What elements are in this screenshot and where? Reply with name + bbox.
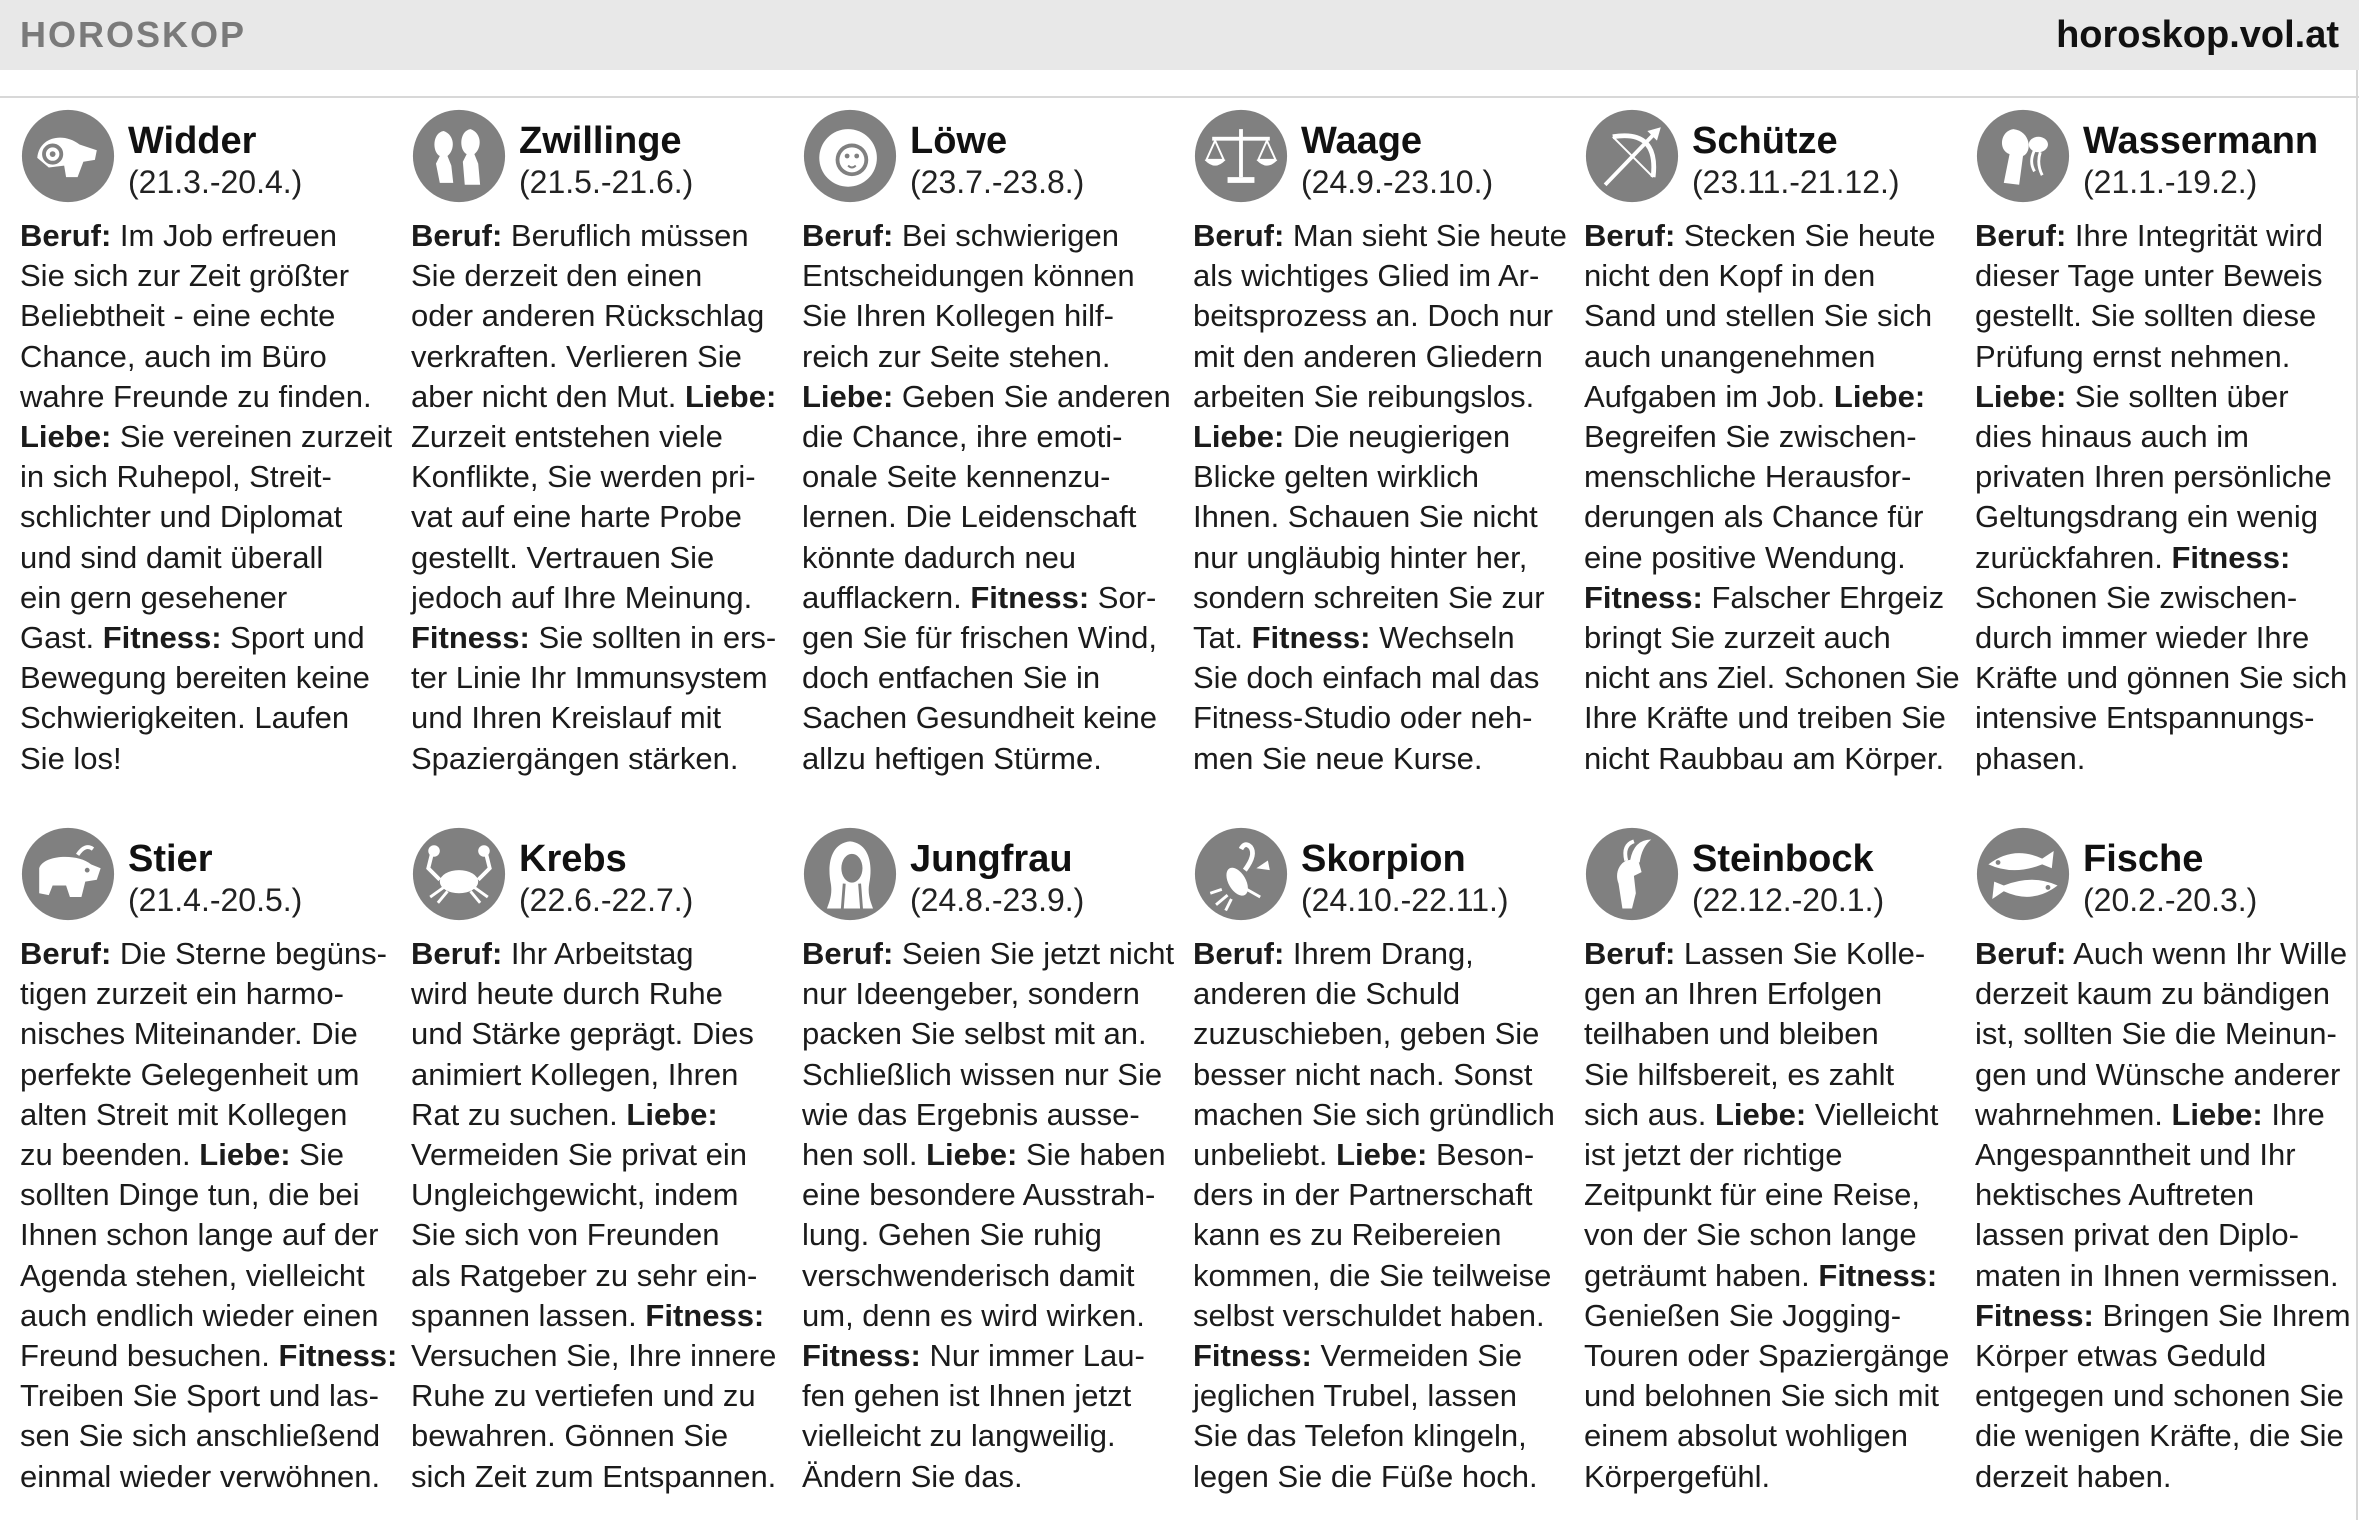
beruf-label: Beruf: (1584, 936, 1676, 971)
bow-arrow-icon (1584, 108, 1680, 204)
sign-name: Löwe (910, 120, 1008, 162)
scorpion-icon (1193, 826, 1289, 922)
sign-text: Beruf: Lassen Sie Kolle- gen an Ihren Erfolgen teilhaben und bleiben Sie hilfsbereit, es zahlt sich aus. Liebe: Vielleicht ist jetzt der richtige Zeitpunkt für eine Reise, von der Sie schon lange geträumt haben. Fitness: Genießen Sie Jogging- Touren oder Spaziergänge und belohnen Sie sich mit einem absolut wohligen Körpergefühl. (1584, 936, 1950, 1494)
sign-text: Beruf: Beruflich müssen Sie derzeit den einen oder anderen Rückschlag verkraften. Verlieren Sie aber nicht den Mut. Liebe: Zurzeit entstehen viele Konflikte, Sie werden pri- vat auf eine harte Probe gestellt. Vertrauen Sie jedoch auf Ihre Meinung. Fitness: Sie sollten in ers- ter Linie Ihr Immunsystem und Ihren Kreislauf mit Spaziergängen stärken. (411, 218, 777, 776)
sign-text: Beruf: Die Sterne begüns- tigen zurzeit ein harmo- nisches Miteinander. Die perfekte Gelegenheit um alten Streit mit Kollegen zu beenden. Liebe: Sie sollten Dinge tun, die bei Ihnen schon lange auf der Agenda stehen, vielleicht auch endlich wieder einen Freund besuchen. Fitness: Treiben Sie Sport und las- sen Sie sich anschließend einmal wieder verwöhnen. (20, 936, 398, 1494)
sign-text: Beruf: Auch wenn Ihr Wille derzeit kaum zu bändigen ist, sollten Sie die Meinun- gen und Wünsche anderer wahrnehmen. Liebe: Ihre Angespanntheit und Ihr hektisches Auftreten lassen privat den Diplo- maten in Ihnen vermissen. Fitness: Bringen Sie Ihrem Körper etwas Geduld entgegen und schonen Sie die wenigen Kräfte, die Sie derzeit haben. (1975, 936, 2351, 1494)
sign-dates: (21.1.-19.2.) (2083, 164, 2258, 200)
beruf-label: Beruf: (802, 218, 894, 253)
beruf-label: Beruf: (411, 218, 503, 253)
sign-text: Beruf: Bei schwierigen Entscheidungen können Sie Ihren Kollegen hilf- reich zur Seite stehen. Liebe: Geben Sie anderen die Chance, ihre emoti- onale Seite kennenzu- lernen. Die Leidenschaft könnte dadurch neu aufflackern. Fitness: Sor- gen Sie für frischen Wind, doch entfachen Sie in Sachen Gesundheit keine allzu heftigen Stürme. (802, 218, 1171, 776)
lion-icon (802, 108, 898, 204)
sign-dates: (23.7.-23.8.) (910, 164, 1085, 200)
sign-text: Beruf: Ihrem Drang, anderen die Schuld zuzuschieben, geben Sie besser nicht nach. Sonst machen Sie sich gründlich unbeliebt. Liebe: Beson- ders in der Partnerschaft kann es zu Reibereien kommen, die Sie teilweise selbst verschuldet haben. Fitness: Vermeiden Sie jeglichen Trubel, lassen Sie das Telefon klingeln, legen Sie die Füße hoch. (1193, 936, 1555, 1494)
sign-dates: (24.10.-22.11.) (1301, 882, 1509, 918)
sign-wassermann (1975, 108, 2348, 779)
ram-icon (20, 108, 116, 204)
sign-name: Jungfrau (910, 838, 1073, 880)
liebe-label: Liebe: (926, 1137, 1018, 1173)
liebe-label: Liebe: (1714, 1096, 1807, 1132)
fitness-label: Fitness: (802, 1338, 921, 1374)
sign-text: Beruf: Ihr Arbeitstag wird heute durch Ruhe und Stärke geprägt. Dies animiert Kollegen, Ihren Rat zu suchen. Liebe: Vermeiden Sie privat ein Ungleichgewicht, indem Sie sich von Freunden als Ratgeber zu sehr ein- spannen lassen. Fitness: Versuchen Sie, Ihre innere Ruhe zu vertiefen und zu bewahren. Gönnen Sie sich Zeit zum Entspannen. (411, 936, 777, 1494)
liebe-label: Liebe: (1336, 1137, 1428, 1173)
bull-icon (20, 826, 116, 922)
sign-name: Stier (128, 838, 213, 880)
beruf-label: Beruf: (1584, 218, 1676, 253)
divider (0, 96, 2359, 98)
sign-dates: (24.9.-23.10.) (1301, 164, 1494, 200)
sign-dates: (23.11.-21.12.) (1692, 164, 1900, 200)
page-header (0, 0, 2359, 70)
sign-dates: (24.8.-23.9.) (910, 882, 1085, 918)
sign-dates: (21.3.-20.4.) (128, 164, 303, 200)
sign-dates: (21.5.-21.6.) (519, 164, 694, 200)
liebe-label: Liebe: (199, 1137, 291, 1173)
liebe-label: Liebe: (1975, 378, 2067, 414)
fitness-label: Fitness: (2171, 539, 2291, 575)
capricorn-icon (1584, 826, 1680, 922)
horoscope-grid (20, 108, 2351, 1518)
divider (2356, 70, 2358, 1520)
fish-icon (1975, 826, 2071, 922)
fitness-label: Fitness: (1584, 579, 1703, 615)
fitness-label: Fitness: (278, 1338, 398, 1374)
beruf-label: Beruf: (1975, 936, 2067, 971)
fitness-label: Fitness: (1251, 620, 1371, 656)
sign-jungfrau (802, 826, 1175, 1497)
beruf-label: Beruf: (1975, 218, 2067, 253)
sign-name: Zwillinge (519, 120, 682, 162)
sign-text: Beruf: Stecken Sie heute nicht den Kopf in den Sand und stellen Sie sich auch unangenehmen Aufgaben im Job. Liebe: Begreifen Sie zwischen- menschliche Herausfor- derungen als Chance für eine positive Wendung. Fitness: Falscher Ehrgeiz bringt Sie zurzeit auch nicht ans Ziel. Schonen Sie Ihre Kräfte und treiben Sie nicht Raubbau am Körper. (1584, 218, 1960, 776)
fitness-label: Fitness: (411, 620, 530, 656)
sign-text: Beruf: Man sieht Sie heute als wichtiges Glied im Ar- beitsprozess an. Doch nur mit den anderen Gliedern arbeiten Sie reibungslos. Liebe: Die neugierigen Blicke gelten wirklich Ihnen. Schauen Sie nicht nur ungläubig hinter her, sondern schreiten Sie zur Tat. Fitness: Wechseln Sie doch einfach mal das Fitness-Studio oder neh- men Sie neue Kurse. (1193, 218, 1567, 776)
sign-name: Widder (128, 120, 257, 162)
beruf-label: Beruf: (1193, 218, 1285, 253)
fitness-label: Fitness: (1975, 1297, 2094, 1333)
site-link[interactable]: horoskop.vol.at (2056, 13, 2339, 56)
sign-name: Fische (2083, 838, 2204, 880)
sign-text: Beruf: Im Job erfreuen Sie sich zur Zeit größter Beliebtheit - eine echte Chance, auch im Büro wahre Freunde zu finden. Liebe: Sie vereinen zurzeit in sich Ruhepol, Streit- schlichter und Diplomat und sind damit überall ein gern gesehener Gast. Fitness: Sport und Bewegung bereiten keine Schwierigkeiten. Laufen Sie los! (20, 218, 393, 776)
liebe-label: Liebe: (1193, 419, 1285, 455)
sign-krebs (411, 826, 777, 1497)
crab-icon (411, 826, 507, 922)
liebe-label: Liebe: (626, 1096, 718, 1132)
sign-loewe (802, 108, 1171, 779)
sign-steinbock (1584, 826, 1950, 1497)
liebe-label: Liebe: (685, 378, 777, 414)
sign-name: Krebs (519, 838, 627, 880)
liebe-label: Liebe: (802, 378, 894, 414)
beruf-label: Beruf: (411, 936, 503, 971)
beruf-label: Beruf: (1193, 936, 1285, 971)
beruf-label: Beruf: (802, 936, 894, 971)
sign-text: Beruf: Seien Sie jetzt nicht nur Ideengeber, sondern packen Sie selbst mit an. Schließlich wissen nur Sie wie das Ergebnis ausse- hen soll. Liebe: Sie haben eine besondere Ausstrah- lung. Gehen Sie ruhig verschwenderisch damit um, denn es wird wirken. Fitness: Nur immer Lau- fen gehen ist Ihnen jetzt vielleicht zu langweilig. Ändern Sie das. (802, 936, 1175, 1494)
fitness-label: Fitness: (1818, 1257, 1938, 1293)
fitness-label: Fitness: (1193, 1338, 1312, 1374)
sign-name: Waage (1301, 120, 1423, 162)
twins-icon (411, 108, 507, 204)
sign-widder (20, 108, 393, 779)
sign-name: Schütze (1692, 120, 1838, 162)
sign-waage (1193, 108, 1567, 779)
fitness-label: Fitness: (970, 579, 1090, 615)
sign-dates: (22.6.-22.7.) (519, 882, 694, 918)
fitness-label: Fitness: (645, 1297, 765, 1333)
sign-dates: (21.4.-20.5.) (128, 882, 303, 918)
water-bearer-icon (1975, 108, 2071, 204)
sign-name: Wassermann (2083, 120, 2319, 162)
sign-zwillinge (411, 108, 777, 779)
beruf-label: Beruf: (20, 218, 112, 253)
sign-dates: (20.2.-20.3.) (2083, 882, 2258, 918)
sign-name: Steinbock (1692, 838, 1874, 880)
virgin-icon (802, 826, 898, 922)
sign-skorpion (1193, 826, 1553, 1497)
liebe-label: Liebe: (1833, 378, 1926, 414)
sign-dates: (22.12.-20.1.) (1692, 882, 1885, 918)
liebe-label: Liebe: (2171, 1096, 2263, 1132)
sign-fische (1975, 826, 2351, 1497)
scales-icon (1193, 108, 1289, 204)
beruf-label: Beruf: (20, 936, 112, 971)
sign-text: Beruf: Ihre Integrität wird dieser Tage unter Beweis gestellt. Sie sollten diese Prüfung ernst nehmen. Liebe: Sie sollten über dies hinaus auch im privaten Ihren persönliche Geltungsdrang ein wenig zurückfahren. Fitness: Schonen Sie zwischen- durch immer wieder Ihre Kräfte und gönnen Sie sich intensive Entspannungs- phasen. (1975, 218, 2348, 776)
liebe-label: Liebe: (20, 419, 112, 455)
sign-stier (20, 826, 398, 1497)
section-title: HOROSKOP (20, 14, 247, 55)
sign-schuetze (1584, 108, 1960, 779)
fitness-label: Fitness: (102, 620, 222, 656)
sign-name: Skorpion (1301, 838, 1466, 880)
